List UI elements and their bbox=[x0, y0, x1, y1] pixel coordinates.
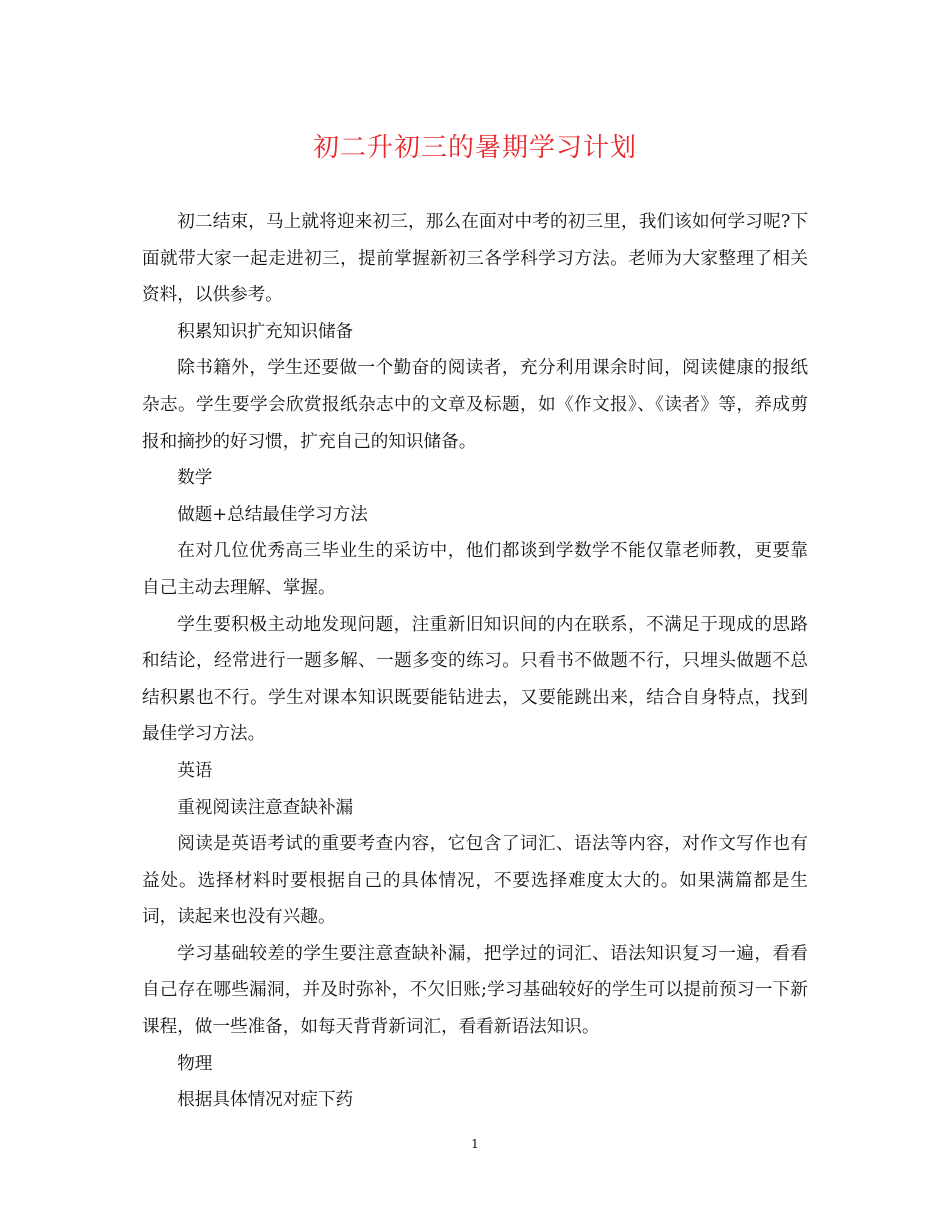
paragraph-english-review: 学习基础较差的学生要注意查缺补漏，把学过的词汇、语法知识复习一遍，看看自己存在哪些漏洞，并及时弥补，不欠旧账;学习基础较好的学生可以提前预习一下新课程，做一些准备，如每天背背新词汇，看看新语法知识。 bbox=[142, 943, 808, 1038]
heading-accumulate-knowledge: 积累知识扩充知识储备 bbox=[177, 321, 354, 342]
subheading-english-method: 重视阅读注意查缺补漏 bbox=[177, 797, 354, 818]
heading-math: 数学 bbox=[177, 468, 213, 489]
document-title: 初二升初三的暑期学习计划 bbox=[312, 133, 637, 163]
heading-english: 英语 bbox=[177, 760, 213, 781]
paragraph-reading-habits: 除书籍外，学生还要做一个勤奋的阅读者，充分利用课余时间，阅读健康的报纸杂志。学生要学会欣赏报纸杂志中的文章及标题，如《作文报》、《读者》等，养成剪报和摘抄的好习惯，扩充自己的知识储备。 bbox=[142, 358, 808, 452]
page-number: 1 bbox=[471, 1137, 479, 1151]
paragraph-english-reading: 阅读是英语考试的重要考查内容，它包含了词汇、语法等内容，对作文写作也有益处。选择材料时要根据自己的具体情况，不要选择难度太大的。如果满篇都是生词，读起来也没有兴趣。 bbox=[142, 834, 808, 928]
paragraph-math-interview: 在对几位优秀高三毕业生的采访中，他们都谈到学数学不能仅靠老师教，更要靠自己主动去理解、掌握。 bbox=[142, 541, 808, 598]
paragraph-math-practice: 学生要积极主动地发现问题，注重新旧知识间的内在联系，不满足于现成的思路和结论，经常进行一题多解、一题多变的练习。只看书不做题不行，只埋头做题不总结积累也不行。学生对课本知识既要能钻进去，又要能跳出来，结合自身特点，找到最佳学习方法。 bbox=[142, 614, 808, 745]
subheading-physics-method: 根据具体情况对症下药 bbox=[177, 1090, 354, 1111]
subheading-math-method: 做题+总结最佳学习方法 bbox=[177, 504, 368, 525]
heading-physics: 物理 bbox=[177, 1053, 213, 1074]
paragraph-intro: 初二结束，马上就将迎来初三，那么在面对中考的初三里，我们该如何学习呢?下面就带大家一起走进初三，提前掌握新初三各学科学习方法。老师为大家整理了相关资料，以供参考。 bbox=[142, 212, 808, 306]
document-body bbox=[142, 204, 808, 1119]
